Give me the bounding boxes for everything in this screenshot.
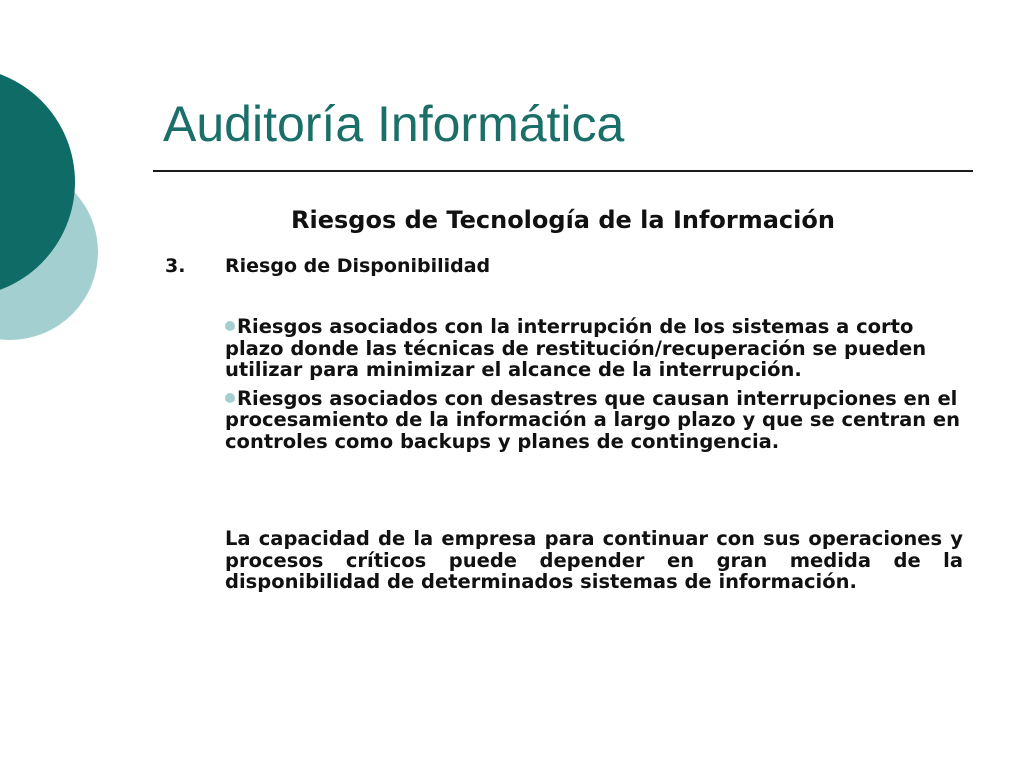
decorative-circles bbox=[0, 0, 120, 420]
numbered-item bbox=[165, 254, 490, 278]
item-label: Riesgo de Disponibilidad bbox=[225, 255, 491, 277]
bullet-item bbox=[225, 388, 965, 453]
slide-title: Auditoría Informática bbox=[163, 96, 625, 152]
bullet-text: Riesgos asociados con la interrupción de los sistemas a corto plazo donde las técnicas de restitución/recuperación se pueden utilizar para minimizar el alcance de la interrupción. bbox=[225, 315, 927, 381]
item-number: 3. bbox=[165, 255, 186, 277]
summary-paragraph: La capacidad de la empresa para continuar con sus operaciones y procesos críticos puede depender en gran medida de la disponibilidad de determinados sistemas de información. bbox=[225, 527, 963, 594]
bullet-list bbox=[225, 316, 965, 459]
title-divider bbox=[153, 170, 973, 172]
bullet-dot-icon bbox=[225, 321, 235, 331]
slide-subtitle: Riesgos de Tecnología de la Información bbox=[291, 206, 835, 234]
bullet-dot-icon bbox=[225, 393, 235, 403]
bullet-item bbox=[225, 316, 965, 381]
bullet-text: Riesgos asociados con desastres que causan interrupciones en el procesamiento de la información a largo plazo y que se centran en controles como backups y planes de contingencia. bbox=[225, 386, 961, 453]
